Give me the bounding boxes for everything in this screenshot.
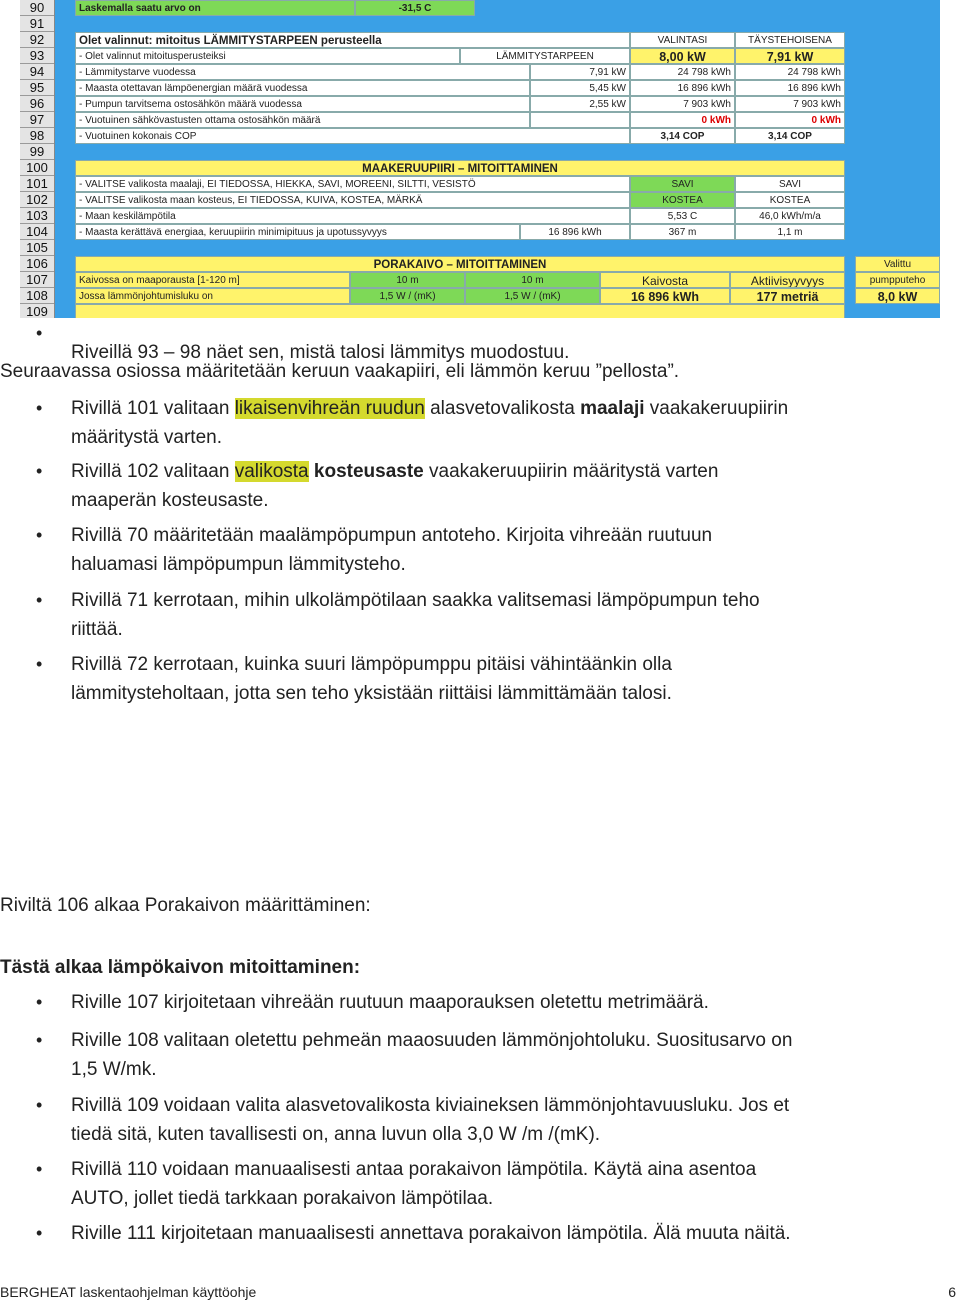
cell-label: - Olet valinnut mitoitusperusteiksi (75, 48, 460, 64)
cell-value: 1,1 m (735, 224, 845, 240)
row-number: 107 (20, 272, 54, 288)
bullet-marker: • (36, 992, 43, 1012)
cell-value: 16 896 kWh (600, 288, 730, 304)
cell-value: 10 m (465, 272, 600, 288)
section-intro: Riviltä 106 alkaa Porakaivon määrittäminen: (0, 895, 371, 916)
bullet-item: Riville 108 valitaan oletettu pehmeän maaosuuden lämmönjohtoluku. Suositusarvo on 1,5 W/mk. (71, 1030, 793, 1080)
bullet-item: Rivillä 110 voidaan manuaalisesti antaa porakaivon lämpötila. Käytä aina asentoa AUTO, jollet tiedä tarkkaan porakaivon lämpötilaa. (71, 1159, 757, 1209)
bullet-marker: • (36, 1223, 43, 1243)
cell-label: - Maan keskilämpötila (75, 208, 630, 224)
cell-value: 7 903 kWh (630, 96, 735, 112)
bullet-marker: • (36, 1030, 43, 1050)
row-number: 102 (20, 192, 54, 208)
cell-label (75, 304, 845, 318)
cell-label: Jossa lämmönjohtumisluku on (75, 288, 350, 304)
row-number: 105 (20, 240, 54, 256)
row-number: 95 (20, 80, 54, 96)
cell-value: 46,0 kWh/m/a (735, 208, 845, 224)
row-number: 97 (20, 112, 54, 128)
cell-value: 7 903 kWh (735, 96, 845, 112)
cell-value: 3,14 COP (735, 128, 845, 144)
cell-value: 24 798 kWh (735, 64, 845, 80)
cell-value: 7,91 kW (735, 48, 845, 64)
cell-label: - Pumpun tarvitsema ostosähkön määrä vuodessa (75, 96, 530, 112)
cell-value: 1,5 W / (mK) (465, 288, 600, 304)
cell-label: Aktiivisyyvyys (730, 272, 845, 288)
cell-label: Laskemalla saatu arvo on (75, 0, 355, 16)
bullet-item: Rivillä 71 kerrotaan, mihin ulkolämpötilaan saakka valitsemasi lämpöpumpun teho riittää. (71, 590, 760, 640)
row-number: 92 (20, 32, 54, 48)
cell-label: pumpputeho (855, 272, 940, 288)
drilling-depth-input[interactable]: 10 m (350, 272, 465, 288)
bullet-item: Riville 111 kirjoitetaan manuaalisesti annettava porakaivon lämpötila. Älä muuta näitä. (71, 1223, 791, 1244)
cell-label: - VALITSE valikosta maalaji, EI TIEDOSSA, HIEKKA, SAVI, MOREENI, SILTTI, VESISTÖ (75, 176, 630, 192)
cell-value: 367 m (630, 224, 735, 240)
bullet-item: Rivillä 109 voidaan valita alasvetovalikosta kiviaineksen lämmönjohtavuusluku. Jos et tiedä sitä, kuten tavallisesti on, anna luvun olla 3,0 W /m /(mK). (71, 1095, 790, 1145)
soil-type-dropdown[interactable]: SAVI (630, 176, 735, 192)
bullet-marker: • (36, 590, 43, 610)
cell-label: Kaivossa on maaporausta [1-120 m] (75, 272, 350, 288)
section-header: Olet valinnut: mitoitus LÄMMITYSTARPEEN perusteella (75, 32, 630, 48)
cell-label: - Lämmitystarve vuodessa (75, 64, 530, 80)
bullet-item: Rivillä 70 määritetään maalämpöpumpun antoteho. Kirjoita vihreään ruutuun haluamasi lämpöpumpun lämmitysteho. (71, 525, 713, 575)
row-number: 98 (20, 128, 54, 144)
cell-value: SAVI (735, 176, 845, 192)
highlight: likaisenvihreän ruudun (234, 398, 425, 419)
cell-value: 16 896 kWh (735, 80, 845, 96)
spreadsheet-screenshot (20, 0, 940, 318)
row-number-column (20, 0, 55, 318)
bullet-item: Riville 107 kirjoitetaan vihreään ruutuun maaporauksen oletettu metrimäärä. (71, 992, 709, 1013)
cell-value: 0 kWh (630, 112, 735, 128)
section-header: PORAKAIVO – MITOITTAMINEN (75, 256, 845, 272)
bullet-marker: • (36, 398, 43, 418)
bullet-item: Rivillä 102 valitaan valikosta kosteusaste vaakakeruupiirin määritystä varten maaperän kosteusaste. (71, 461, 719, 511)
cell-value: 8,00 kW (630, 48, 735, 64)
section-header: MAAKERUUPIIRI – MITOITTAMINEN (75, 160, 845, 176)
cell-value: 8,0 kW (855, 288, 940, 304)
bullet-item: Rivillä 101 valitaan likaisenvihreän ruudun alasvetovalikosta maalaji vaakakeruupiirin määritystä varten. (71, 398, 789, 448)
footer-title: BERGHEAT laskentaohjelman käyttöohje (0, 1284, 257, 1300)
row-number: 103 (20, 208, 54, 224)
row-number: 101 (20, 176, 54, 192)
row-number: 94 (20, 64, 54, 80)
bullet-marker: • (36, 461, 43, 481)
section-caption: Seuraavassa osiossa määritetään keruun vaakapiiri, eli lämmön keruu ”pellosta”. (0, 361, 680, 382)
caption: Riveillä 93 – 98 näet sen, mistä talosi lämmitys muodostuu. (71, 342, 570, 363)
conductivity-dropdown[interactable]: 1,5 W / (mK) (350, 288, 465, 304)
cell-value (530, 112, 630, 128)
row-number: 99 (20, 144, 54, 160)
cell-value: 0 kWh (735, 112, 845, 128)
moisture-dropdown[interactable]: KOSTEA (630, 192, 735, 208)
bullet-marker: • (36, 1095, 43, 1115)
cell-label: - Maasta otettavan lämpöenergian määrä vuodessa (75, 80, 530, 96)
cell-value: KOSTEA (735, 192, 845, 208)
cell-value: 3,14 COP (630, 128, 735, 144)
cell-value: 177 metriä (730, 288, 845, 304)
row-number: 90 (20, 0, 54, 16)
column-header: VALINTASI (630, 32, 735, 48)
bullet-marker: • (36, 525, 43, 545)
cell-value: 5,45 kW (530, 80, 630, 96)
row-number: 96 (20, 96, 54, 112)
row-number: 91 (20, 16, 54, 32)
cell-label: - Maasta kerättävä energiaa, keruupiirin minimipituus ja upotussyvyys (75, 224, 520, 240)
sheet-grid (55, 0, 940, 318)
cell-value: 16 896 kWh (630, 80, 735, 96)
cell-value: 5,53 C (630, 208, 735, 224)
cell-value: 16 896 kWh (520, 224, 630, 240)
row-number: 108 (20, 288, 54, 304)
bullet-marker: • (36, 323, 43, 343)
cell-label: - Vuotuinen kokonais COP (75, 128, 630, 144)
highlight: valikosta (234, 461, 309, 482)
cell-value: 24 798 kWh (630, 64, 735, 80)
bullet-marker: • (36, 1159, 43, 1179)
cell-value: 2,55 kW (530, 96, 630, 112)
cell-label: - VALITSE valikosta maan kosteus, EI TIEDOSSA, KUIVA, KOSTEA, MÄRKÄ (75, 192, 630, 208)
section-heading: Tästä alkaa lämpökaivon mitoittaminen: (0, 957, 361, 978)
row-number: 93 (20, 48, 54, 64)
cell-note: LÄMMITYSTARPEEN (460, 48, 630, 64)
row-number: 100 (20, 160, 54, 176)
row-number: 104 (20, 224, 54, 240)
cell-label: Kaivosta (600, 272, 730, 288)
row-number: 106 (20, 256, 54, 272)
bullet-marker: • (36, 654, 43, 674)
cell-value: 7,91 kW (530, 64, 630, 80)
row-number: 109 (20, 304, 54, 318)
cell-value[interactable]: -31,5 C (355, 0, 475, 16)
column-header: TÄYSTEHOISENA (735, 32, 845, 48)
cell-label: Valittu (855, 256, 940, 272)
cell-label: - Vuotuinen sähkövastusten ottama ostosähkön määrä (75, 112, 530, 128)
bullet-item: Rivillä 72 kerrotaan, kuinka suuri lämpöpumppu pitäisi vähintäänkin olla lämmitysteholtaan, jotta sen teho yksistään riittäisi lämmittämään talosi. (71, 654, 672, 704)
page-number: 6 (948, 1284, 956, 1300)
